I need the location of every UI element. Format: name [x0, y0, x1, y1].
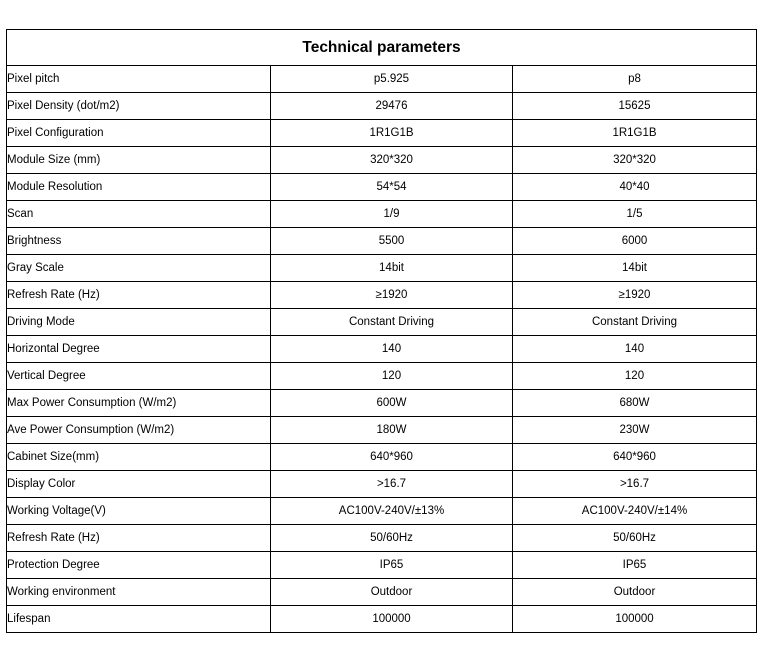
parameter-label: Pixel Configuration [7, 120, 271, 147]
parameter-label: Refresh Rate (Hz) [7, 525, 271, 552]
table-row [7, 147, 757, 174]
table-title-row [7, 30, 757, 66]
table-row [7, 255, 757, 282]
value-p8: 14bit [513, 255, 757, 282]
table-row [7, 417, 757, 444]
parameter-label: Ave Power Consumption (W/m2) [7, 417, 271, 444]
table-row [7, 228, 757, 255]
parameter-label: Horizontal Degree [7, 336, 271, 363]
value-p5925: 5500 [271, 228, 513, 255]
table-row [7, 444, 757, 471]
table-title: Technical parameters [7, 30, 757, 66]
value-p8: 1/5 [513, 201, 757, 228]
parameter-label: Cabinet Size(mm) [7, 444, 271, 471]
parameter-label: Pixel pitch [7, 66, 271, 93]
table-row [7, 66, 757, 93]
parameter-label: Max Power Consumption (W/m2) [7, 390, 271, 417]
table-row [7, 579, 757, 606]
parameter-label: Module Resolution [7, 174, 271, 201]
table-body [7, 30, 757, 633]
value-p5925: 180W [271, 417, 513, 444]
value-p8: Outdoor [513, 579, 757, 606]
value-p8: 230W [513, 417, 757, 444]
value-p8: ≥1920 [513, 282, 757, 309]
value-p8: >16.7 [513, 471, 757, 498]
value-p5925: 320*320 [271, 147, 513, 174]
parameter-label: Gray Scale [7, 255, 271, 282]
value-p8: 6000 [513, 228, 757, 255]
value-p8: 680W [513, 390, 757, 417]
value-p5925: 600W [271, 390, 513, 417]
value-p8: Constant Driving [513, 309, 757, 336]
table-row [7, 471, 757, 498]
value-p5925: 1/9 [271, 201, 513, 228]
table-row [7, 282, 757, 309]
value-p8: 640*960 [513, 444, 757, 471]
parameter-label: Brightness [7, 228, 271, 255]
table-row [7, 336, 757, 363]
value-p8: 15625 [513, 93, 757, 120]
value-p8: p8 [513, 66, 757, 93]
value-p5925: p5.925 [271, 66, 513, 93]
table-row [7, 309, 757, 336]
table-row [7, 174, 757, 201]
value-p5925: IP65 [271, 552, 513, 579]
value-p5925: 14bit [271, 255, 513, 282]
value-p5925: 50/60Hz [271, 525, 513, 552]
table-row [7, 552, 757, 579]
table-row [7, 525, 757, 552]
value-p8: 140 [513, 336, 757, 363]
value-p5925: AC100V-240V/±13% [271, 498, 513, 525]
parameter-label: Display Color [7, 471, 271, 498]
value-p8: IP65 [513, 552, 757, 579]
value-p5925: 29476 [271, 93, 513, 120]
value-p8: 1R1G1B [513, 120, 757, 147]
parameter-label: Protection Degree [7, 552, 271, 579]
value-p5925: Constant Driving [271, 309, 513, 336]
value-p5925: 54*54 [271, 174, 513, 201]
value-p5925: >16.7 [271, 471, 513, 498]
table-row [7, 201, 757, 228]
parameter-label: Scan [7, 201, 271, 228]
value-p8: 100000 [513, 606, 757, 633]
table-row [7, 120, 757, 147]
table-row [7, 498, 757, 525]
value-p5925: 640*960 [271, 444, 513, 471]
table-row [7, 93, 757, 120]
parameter-label: Module Size (mm) [7, 147, 271, 174]
parameter-label: Working environment [7, 579, 271, 606]
value-p8: 120 [513, 363, 757, 390]
parameter-label: Working Voltage(V) [7, 498, 271, 525]
value-p8: 320*320 [513, 147, 757, 174]
parameter-label: Vertical Degree [7, 363, 271, 390]
table-row [7, 390, 757, 417]
technical-parameters-table [6, 29, 757, 633]
value-p8: 50/60Hz [513, 525, 757, 552]
value-p5925: 140 [271, 336, 513, 363]
table-row [7, 363, 757, 390]
parameter-label: Lifespan [7, 606, 271, 633]
value-p8: 40*40 [513, 174, 757, 201]
table-row [7, 606, 757, 633]
value-p5925: ≥1920 [271, 282, 513, 309]
value-p5925: 120 [271, 363, 513, 390]
parameter-label: Refresh Rate (Hz) [7, 282, 271, 309]
value-p5925: 1R1G1B [271, 120, 513, 147]
value-p5925: Outdoor [271, 579, 513, 606]
value-p5925: 100000 [271, 606, 513, 633]
parameter-label: Pixel Density (dot/m2) [7, 93, 271, 120]
parameter-label: Driving Mode [7, 309, 271, 336]
value-p8: AC100V-240V/±14% [513, 498, 757, 525]
